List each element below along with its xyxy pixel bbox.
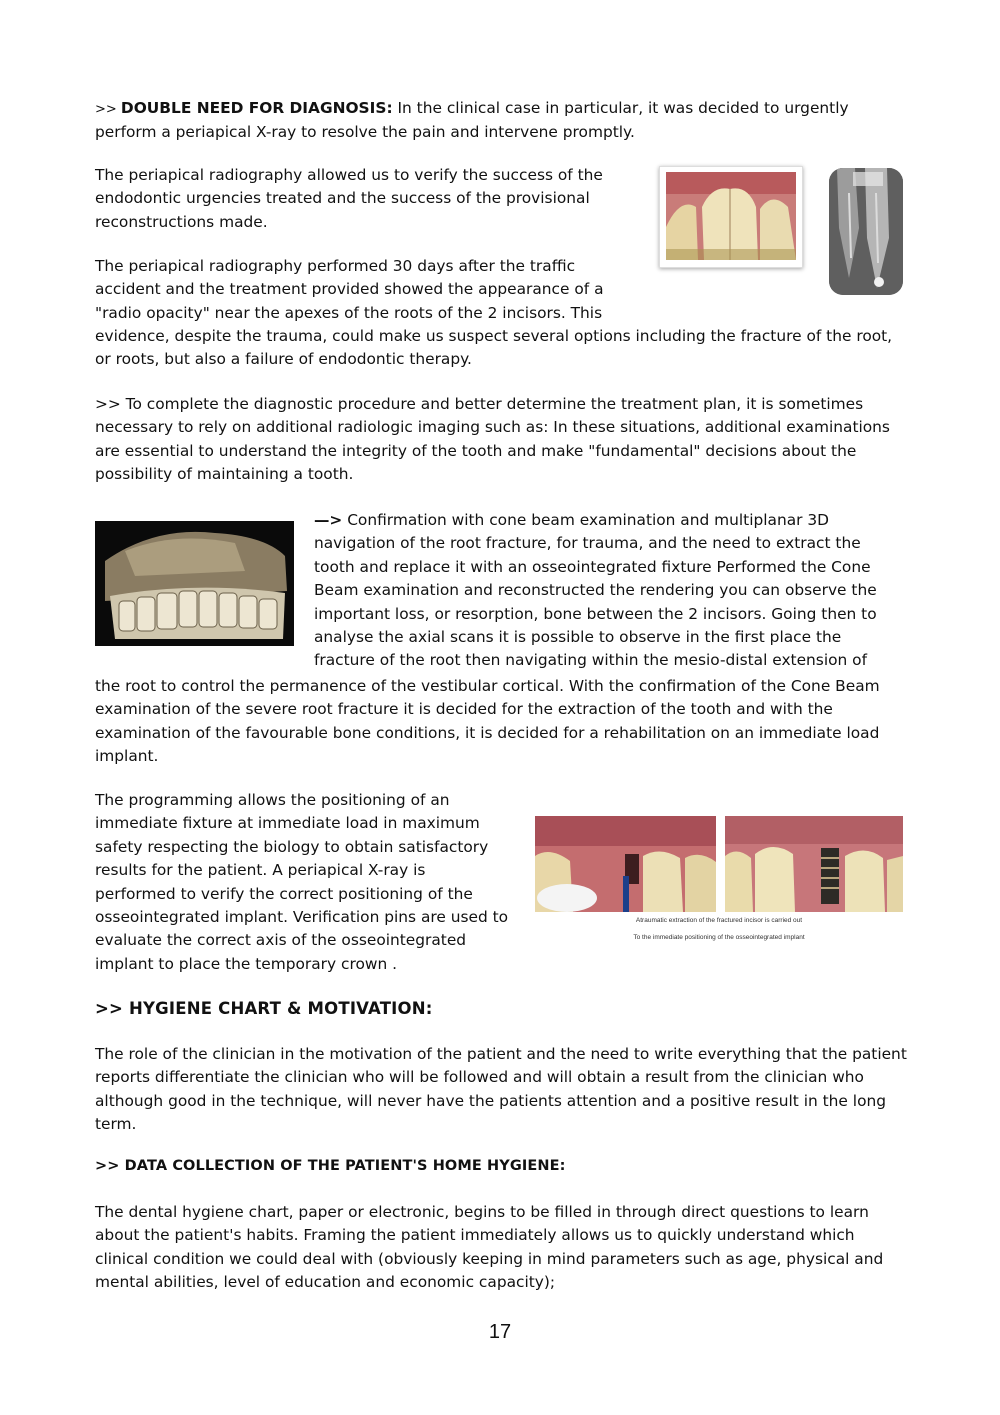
xray-illustration xyxy=(829,168,903,295)
diagnostic-procedure-paragraph: >> To complete the diagnostic procedure and better determine the treatment plan, it is sometimes necessary to rely on additional radiologic imaging such as: In these situations, additional examinations are essential to understand the integrity of the tooth and make "fundamental" decisions about the possibility of maintaining a tooth. xyxy=(95,395,890,484)
periapical-xray-image xyxy=(829,168,903,295)
cone-beam-3d-rendering xyxy=(95,521,294,646)
cone-beam-text: Confirmation with cone beam examination and multiplanar 3D navigation of the root fracture, for trauma, and the need to extract the tooth and replace it with an osseointegrated fixture Performed the Cone Beam examination and reconstructed the rendering you can observe the important loss, or resorption, bone between the 2 incisors. Going then to analyse the axial scans it is possible to observe in the first place the fracture of the root then navigating within the mesio-distal extension of xyxy=(314,511,877,670)
page-number: 17 xyxy=(488,1321,512,1343)
cone-beam-illustration xyxy=(95,521,294,646)
figure-caption-implant: To the immediate positioning of the osseointegrated implant xyxy=(633,934,805,941)
arrow-marker: —> xyxy=(314,511,343,529)
radio-opacity-paragraph-top: The periapical radiography performed 30 days after the traffic accident and the treatment provided showed the appearance of a "radio opacity" near the apexes of the roots of the 2 incisors. This xyxy=(95,257,604,322)
hygiene-chart-heading: >> HYGIENE CHART & MOTIVATION: xyxy=(95,999,433,1018)
implant-positioning-photo xyxy=(725,816,903,912)
prefix-marker: >> xyxy=(95,102,121,117)
programming-paragraph: The programming allows the positioning of an immediate fixture at immediate load in maximum safety respecting the biology to obtain satisfactory results for the patient. A periapical X-ray is performed to verify the correct positioning of the osseointegrated implant. Verification pins are used to evaluate the correct axis of the osseointegrated implant to place the temporary crown . xyxy=(95,791,509,973)
extraction-photo xyxy=(535,816,716,912)
extraction-illustration xyxy=(535,816,716,912)
implant-illustration xyxy=(725,816,903,912)
section-heading-diagnosis: DOUBLE NEED FOR DIAGNOSIS: xyxy=(120,99,393,117)
cone-beam-paragraph-bottom: the root to control the permanence of the vestibular cortical. With the confirmation of the Cone Beam examination of the severe root fracture it is decided for the extraction of the tooth and with the examination of the favourable bone conditions, it is decided for a rehabilitation on an immediate load implant. xyxy=(95,677,880,766)
diagnosis-text: In the clinical case in particular, it was decided to urgently perform a periapical X-ray to resolve the pain and intervene promptly. xyxy=(95,99,849,142)
incisors-clinical-photo xyxy=(659,166,803,268)
cone-beam-paragraph-top xyxy=(314,509,906,673)
clinician-motivation-paragraph: The role of the clinician in the motivation of the patient and the need to write everything that the patient reports differentiate the clinician who will be followed and will obtain a result from the clinician who although good in the technique, will never have the patients attention and a positive result in the long term. xyxy=(95,1045,907,1134)
verification-paragraph: The periapical radiography allowed us to verify the success of the endodontic urgencies treated and the success of the provisional reconstructions made. xyxy=(95,166,603,231)
incisors-illustration xyxy=(660,167,802,267)
home-hygiene-heading: >> DATA COLLECTION OF THE PATIENT'S HOME HYGIENE: xyxy=(95,1158,566,1174)
radio-opacity-paragraph-bottom: evidence, despite the trauma, could make us suspect several options including the fracture of the root, or roots, but also a failure of endodontic therapy. xyxy=(95,327,893,369)
diagnosis-paragraph xyxy=(95,97,910,145)
figure-caption-extraction: Atraumatic extraction of the fractured incisor is carried out xyxy=(635,917,803,924)
hygiene-chart-paragraph: The dental hygiene chart, paper or electronic, begins to be filled in through direct questions to learn about the patient's habits. Framing the patient immediately allows us to quickly understand which clinical condition we could deal with (obviously keeping in mind parameters such as age, physical and mental abilities, level of education and economic capacity); xyxy=(95,1203,884,1292)
